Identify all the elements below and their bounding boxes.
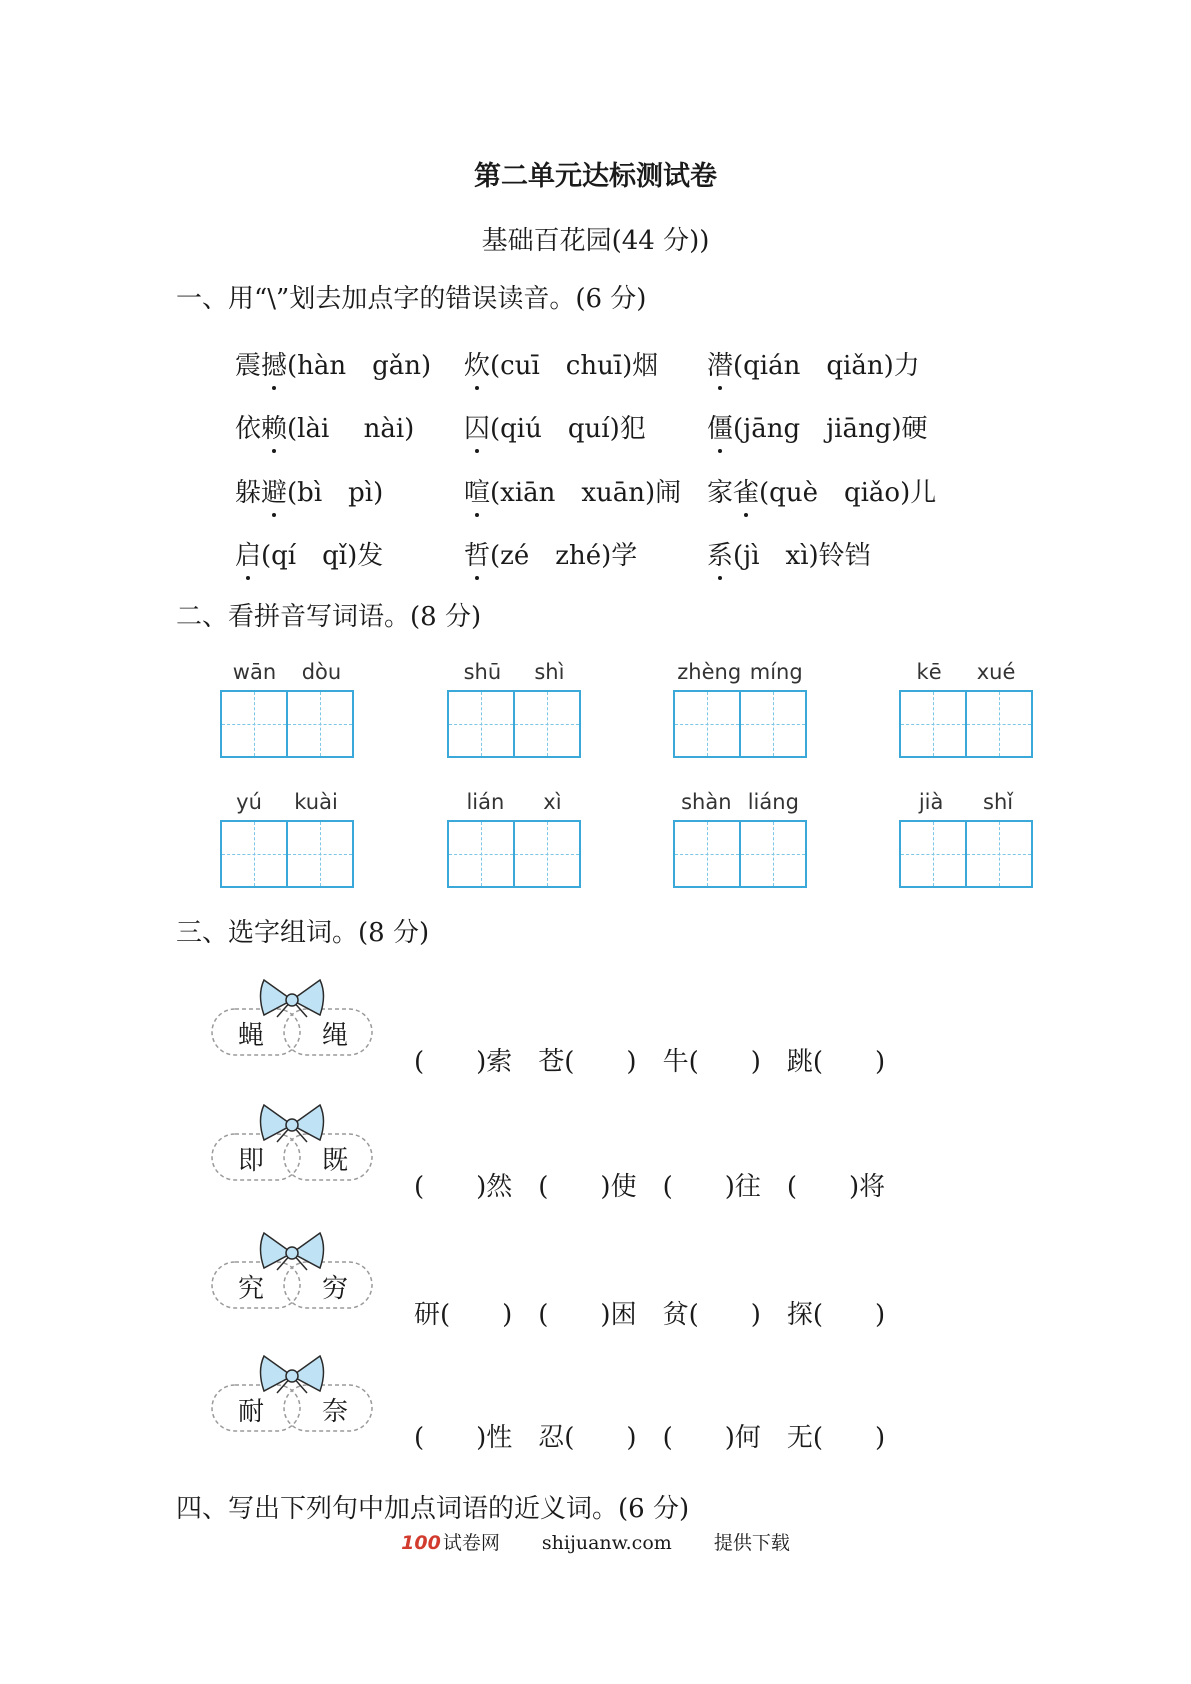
pinyin-syllable: kuài	[294, 790, 338, 814]
page-subtitle: 基础百花园(44 分))	[481, 226, 710, 256]
section-1-heading: 一、用“\”划去加点字的错误读音。(6 分)	[176, 284, 647, 314]
pinyin-syllable: yú	[236, 790, 262, 814]
section-3-heading: 三、选字组词。(8 分)	[176, 918, 430, 948]
tianzige-grid[interactable]	[673, 690, 807, 758]
section-4-heading: 四、写出下列句中加点词语的近义词。(6 分)	[176, 1494, 690, 1524]
site-url[interactable]: shijuanw.com	[541, 1532, 672, 1554]
pinyin-syllable: jià	[918, 790, 944, 814]
bow-tie-icon	[207, 975, 377, 1065]
word-block	[899, 790, 1033, 888]
pinyin-item	[707, 345, 920, 382]
footer	[0, 1528, 1191, 1555]
tianzige-grid[interactable]	[447, 690, 581, 758]
word-block	[673, 660, 807, 758]
section-2-heading: 二、看拼音写词语。(8 分)	[176, 602, 482, 632]
pinyin-item	[235, 345, 431, 382]
pinyin-options[interactable]: (lài nài)	[287, 414, 415, 444]
site-name: 试卷网	[442, 1532, 500, 1554]
choice-character-right: 奈	[322, 1397, 349, 1427]
fill-in-blanks-line[interactable]: ( )然 ( )使 ( )往 ( )将	[414, 1172, 886, 1202]
pinyin-syllable: xué	[976, 660, 1016, 684]
writing-cell[interactable]	[222, 692, 286, 756]
pinyin-item	[464, 408, 646, 445]
pinyin-syllable: shàn	[681, 790, 732, 814]
pinyin-item	[707, 408, 928, 445]
pinyin-syllable: dòu	[301, 660, 342, 684]
pinyin-options[interactable]: (hàn gǎn)	[287, 351, 432, 381]
writing-cell[interactable]	[513, 822, 579, 886]
pinyin-syllable: liáng	[747, 790, 799, 814]
pinyin-syllable: shì	[534, 660, 565, 684]
pinyin-item-prefix: 震	[235, 351, 262, 381]
bow-tie-illustration	[207, 1228, 377, 1318]
dotted-character: 雀	[733, 472, 759, 509]
word-pinyin	[673, 790, 807, 820]
word-pinyin	[899, 790, 1033, 820]
pinyin-options[interactable]: (qián qiǎn)力	[733, 351, 920, 381]
writing-cell[interactable]	[286, 822, 352, 886]
dotted-character: 启	[235, 535, 261, 572]
dotted-character: 赖	[261, 408, 287, 445]
word-pinyin	[673, 660, 807, 690]
choice-character-right: 既	[322, 1146, 349, 1176]
choice-character-left: 耐	[238, 1397, 265, 1427]
pinyin-item-prefix: 依	[235, 414, 262, 444]
pinyin-syllable: zhèng	[677, 660, 742, 684]
bow-tie-icon	[207, 1100, 377, 1190]
word-block	[899, 660, 1033, 758]
writing-cell[interactable]	[965, 822, 1031, 886]
pinyin-item	[464, 535, 637, 572]
pinyin-options[interactable]: (qiú quí)犯	[490, 414, 646, 444]
word-pinyin	[220, 790, 354, 820]
dotted-character: 系	[707, 535, 733, 572]
pinyin-options[interactable]: (què qiǎo)儿	[759, 478, 937, 508]
pinyin-item	[707, 472, 936, 509]
pinyin-item	[235, 408, 414, 445]
pinyin-options[interactable]: (jì xì)铃铛	[733, 541, 871, 571]
bow-tie-icon	[207, 1228, 377, 1318]
pinyin-options[interactable]: (jāng jiāng)硬	[733, 414, 928, 444]
writing-cell[interactable]	[675, 822, 739, 886]
dotted-character: 撼	[261, 345, 287, 382]
pinyin-syllable: lián	[466, 790, 505, 814]
pinyin-options[interactable]: (cuī chuī)烟	[490, 351, 659, 381]
pinyin-options[interactable]: (qí qǐ)发	[261, 541, 384, 571]
tianzige-grid[interactable]	[899, 690, 1033, 758]
pinyin-syllable: wān	[232, 660, 277, 684]
pinyin-options[interactable]: (xiān xuān)闹	[490, 478, 682, 508]
tianzige-grid[interactable]	[220, 690, 354, 758]
dotted-character: 僵	[707, 408, 733, 445]
pinyin-item	[235, 472, 383, 509]
pinyin-item	[464, 345, 658, 382]
pinyin-syllable: kē	[916, 660, 942, 684]
word-pinyin	[220, 660, 354, 690]
writing-cell[interactable]	[513, 692, 579, 756]
dotted-character: 囚	[464, 408, 490, 445]
pinyin-item-prefix: 家	[707, 478, 734, 508]
pinyin-syllable: xì	[543, 790, 562, 814]
pinyin-item	[235, 535, 383, 572]
download-note: 提供下载	[713, 1532, 790, 1554]
word-pinyin	[447, 790, 581, 820]
writing-cell[interactable]	[739, 692, 805, 756]
choice-character-right: 穷	[322, 1274, 349, 1304]
writing-cell[interactable]	[449, 692, 513, 756]
choice-character-left: 究	[238, 1274, 265, 1304]
page-title: 第二单元达标测试卷	[474, 161, 717, 192]
writing-cell[interactable]	[965, 692, 1031, 756]
bow-tie-illustration	[207, 1351, 377, 1441]
dotted-character: 避	[261, 472, 287, 509]
pinyin-syllable: shū	[463, 660, 502, 684]
word-pinyin	[447, 660, 581, 690]
dotted-character: 炊	[464, 345, 490, 382]
fill-in-blanks-line[interactable]: 研( ) ( )困 贫( ) 探( )	[414, 1300, 886, 1330]
word-pinyin	[899, 660, 1033, 690]
dotted-character: 潜	[707, 345, 733, 382]
pinyin-syllable: míng	[749, 660, 803, 684]
choice-character-left: 蝇	[238, 1021, 265, 1051]
writing-cell[interactable]	[739, 822, 805, 886]
writing-cell[interactable]	[675, 692, 739, 756]
writing-cell[interactable]	[449, 822, 513, 886]
site-logo: 100	[401, 1532, 441, 1554]
pinyin-options[interactable]: (zé zhé)学	[490, 541, 638, 571]
dotted-character: 喧	[464, 472, 490, 509]
pinyin-item	[707, 535, 871, 572]
word-block	[447, 660, 581, 758]
choice-character-right: 绳	[322, 1021, 349, 1051]
tianzige-grid[interactable]	[220, 820, 354, 888]
word-block	[447, 790, 581, 888]
tianzige-grid[interactable]	[447, 820, 581, 888]
choice-character-left: 即	[238, 1146, 265, 1176]
pinyin-options[interactable]: (bì pì)	[287, 478, 384, 508]
word-block	[673, 790, 807, 888]
pinyin-syllable: shǐ	[983, 790, 1014, 814]
writing-cell[interactable]	[222, 822, 286, 886]
bow-tie-icon	[207, 1351, 377, 1441]
tianzige-grid[interactable]	[673, 820, 807, 888]
word-block	[220, 660, 354, 758]
pinyin-item	[464, 472, 681, 509]
tianzige-grid[interactable]	[899, 820, 1033, 888]
writing-cell[interactable]	[901, 822, 965, 886]
writing-cell[interactable]	[286, 692, 352, 756]
fill-in-blanks-line[interactable]: ( )索 苍( ) 牛( ) 跳( )	[414, 1047, 886, 1077]
bow-tie-illustration	[207, 975, 377, 1065]
word-block	[220, 790, 354, 888]
dotted-character: 哲	[464, 535, 490, 572]
fill-in-blanks-line[interactable]: ( )性 忍( ) ( )何 无( )	[414, 1423, 886, 1453]
bow-tie-illustration	[207, 1100, 377, 1190]
writing-cell[interactable]	[901, 692, 965, 756]
pinyin-item-prefix: 躲	[235, 478, 262, 508]
